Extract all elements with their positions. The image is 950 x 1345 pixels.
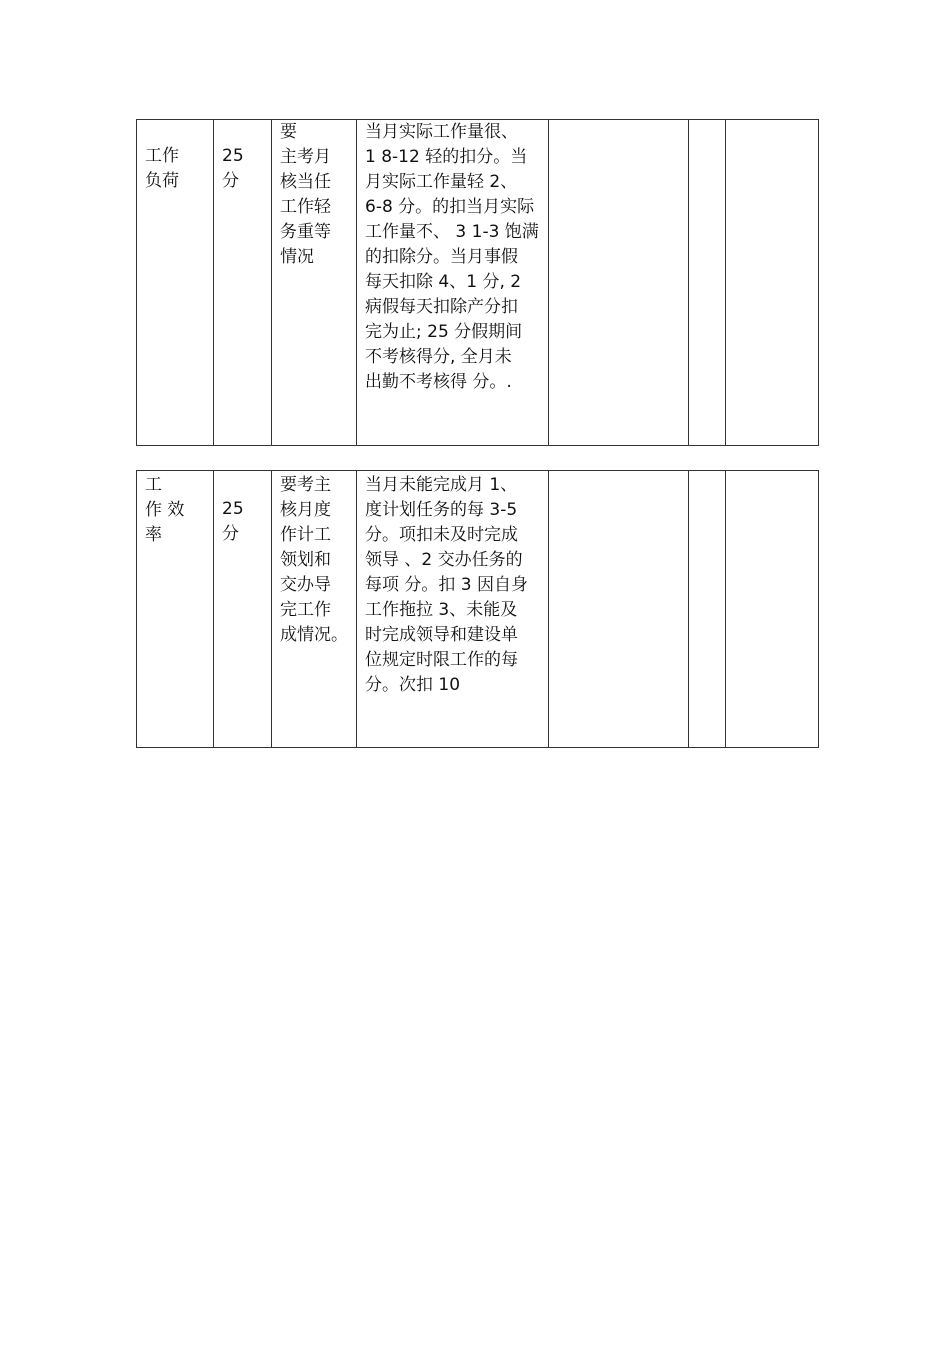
rules-cell — [357, 471, 549, 748]
item-description: 要 主考月 核当任 工作轻 务重等 情况 — [280, 122, 331, 267]
empty-cell — [726, 120, 819, 446]
item-name-cell — [137, 471, 214, 748]
item-name: 工作 负荷 — [145, 146, 179, 191]
description-cell — [272, 120, 357, 446]
score-cell — [214, 120, 272, 446]
item-name: 工 作 效 率 — [145, 475, 185, 545]
scoring-rules: 当月未能完成月 1、 度计划任务的每 3-5 分。项扣未及时完成 领导 、2 交办任务的 每项 分。扣 3 因自身 工作拖拉 3、未能及 时完成领导和建设单 位规定时限工作的每 分。次扣 10 — [365, 475, 529, 695]
assessment-table-workload — [136, 119, 819, 446]
table-row — [137, 471, 819, 748]
empty-cell — [549, 120, 689, 446]
scoring-rules: 当月实际工作量很、 1 8-12 轻的扣分。当 月实际工作量轻 2、 6-8 分。的扣当月实际 工作量不、 3 1-3 饱满 的扣除分。当月事假 每天扣除 4、1 分, 2 病假每天扣除产分扣 完为止; 25 分假期间 不考核得分, 全月未 出勤不考核得 分。. — [365, 122, 539, 392]
assessment-table-efficiency — [136, 470, 819, 748]
description-cell — [272, 471, 357, 748]
item-score: 25 分 — [222, 146, 244, 191]
rules-cell — [357, 120, 549, 446]
item-description: 要考主 核月度 作计工 领划和 交办导 完工作 成情况。 — [280, 475, 348, 645]
table-row — [137, 120, 819, 446]
score-cell — [214, 471, 272, 748]
empty-cell — [549, 471, 689, 748]
item-name-cell — [137, 120, 214, 446]
item-score: 25 分 — [222, 499, 244, 544]
empty-cell — [689, 471, 726, 748]
empty-cell — [689, 120, 726, 446]
empty-cell — [726, 471, 819, 748]
